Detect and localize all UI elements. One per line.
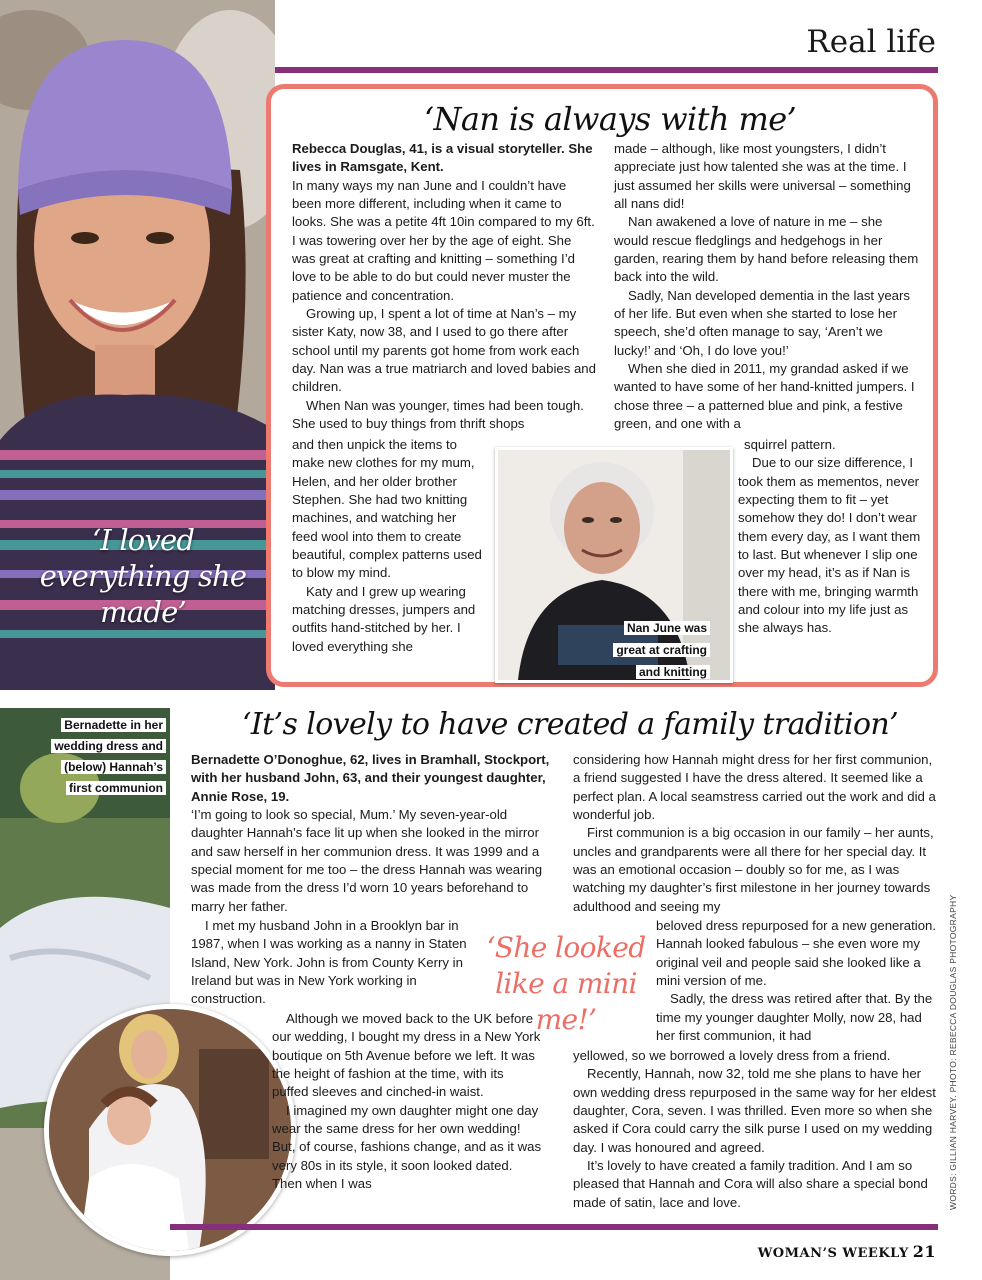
caption-line: and knitting: [636, 665, 710, 679]
story1-para: When she died in 2011, my grandad asked if we wanted to have some of her hand-knitted jumpers. I chose three – a patterned blue and pink, a festive green, and one with a: [614, 361, 915, 432]
caption-line: Nan June was: [624, 621, 710, 635]
page-footer: [758, 1242, 936, 1261]
caption-line: (below) Hannah’s: [61, 760, 166, 774]
story2-para: First communion is a big occasion in our family – her aunts, uncles and grandparents were all there for her special day. It was an emotional occasion – doubly so for me, as I was watching my daughter’s first milestone in her journey towards adulthood and seeing my: [573, 825, 934, 914]
caption-line: wedding dress and: [51, 739, 166, 753]
communion-photo: [44, 1004, 296, 1256]
story2-col2-wrap: [656, 917, 940, 1045]
story1-para: made – although, like most youngsters, I didn’t appreciate just how talented she was at the time. I just assumed her skills were universal – something all nans did!: [614, 141, 911, 212]
story2-para: Although we moved back to the UK before our wedding, I bought my dress in a New York boutique on 5th Avenue before we left. It was the height of fashion at the time, with its puffed sleeves and cinched-in waist.: [272, 1011, 541, 1100]
nan-photo-caption: [600, 619, 710, 681]
wedding-photo-caption: [40, 716, 166, 797]
story1-headline: ‘Nan is always with me’: [423, 100, 797, 138]
photo-credit: WORDS: GILLIAN HARVEY. PHOTO: REBECCA DOUGLAS PHOTOGRAPHY: [948, 894, 958, 1210]
story1-col2: [614, 140, 920, 434]
story2-para: yellowed, so we borrowed a lovely dress from a friend.: [573, 1048, 891, 1063]
communion-illustration: [49, 1009, 291, 1251]
story2-para: considering how Hannah might dress for her first communion, a friend suggested I have the dress altered. It seemed like a perfect plan. A local seamstress carried out the work and did a wonderful job.: [573, 752, 936, 823]
story2-para: Sadly, the dress was retired after that. By the time my younger daughter Molly, now 28, had her first communion, it had: [656, 991, 933, 1044]
story1-para: When Nan was younger, times had been tough. She used to buy things from thrift shops: [292, 397, 584, 432]
magazine-name: WOMAN’S WEEKLY: [757, 1246, 909, 1261]
story2-col1: [191, 751, 553, 916]
story1-col1-wrap: [292, 436, 482, 656]
pull-quote-1: ‘I loved everything she made’: [39, 523, 247, 629]
story1-para: In many ways my nan June and I couldn’t have been more different, including when it came to looks. She was a petite 4ft 10in compared to my 6ft. I was towering over her by the age of eight. She was great at crafting and knitting – something I’d love to be able to do but could never muster the patience and concentration.: [292, 177, 595, 303]
caption-line: Bernadette in her: [61, 718, 166, 732]
story1-para: and then unpick the items to make new clothes for my mum, Helen, and her older brother Stephen. She had two knitting machines, and watching her feed wool into them to create beautiful, complex patterns used to blow my mind.: [292, 437, 482, 581]
story2-headline: ‘It’s lovely to have created a family tradition’: [241, 707, 899, 742]
section-title: Real life: [806, 24, 936, 60]
story2-para: I met my husband John in a Brooklyn bar in 1987, when I was working as a nanny in Staten Island, New York. John is from County Kerry in Ireland but was in New York working in construction.: [191, 918, 467, 1007]
story1-para: Sadly, Nan developed dementia in the last years of her life. But even when she started to lose her speech, she’d often manage to say, ‘Aren’t we lucky!’ and ‘Oh, I do love you!’: [614, 287, 910, 358]
story1-para: Nan awakened a love of nature in me – she would rescue fledglings and hedgehogs in her garden, rearing them by hand before releasing them back into the wild.: [614, 214, 919, 285]
story2-col2: [573, 751, 939, 916]
story2-col2-wrap2: [573, 1047, 939, 1212]
story1-para: squirrel pattern.: [744, 437, 836, 452]
story1-para: Due to our size difference, I took them as mementos, never expecting them to fit – yet somehow they do! I don’t wear them every day, as I want them to last. But whenever I slip one over my head, it’s as if Nan is there with me, bringing warmth and colour into my life just as she always has.: [738, 455, 921, 636]
story2-intro: Bernadette O’Donoghue, 62, lives in Bramhall, Stockport, with her husband John, 63, and their youngest daughter, Annie Rose, 19.: [191, 752, 550, 804]
story2-para: Recently, Hannah, now 32, told me she plans to have her own wedding dress repurposed in the same way for her eldest daughter, Cora, seven. I was thrilled. Even more so when she asked if Cora could carry the silk purse I used on my wedding day. I was honoured and agreed.: [573, 1066, 936, 1155]
story2-para: beloved dress repurposed for a new generation. Hannah looked fabulous – she even wore my original veil and people said she looked like a mini version of me.: [656, 918, 937, 989]
page-number: 21: [912, 1242, 936, 1261]
caption-line: great at crafting: [613, 643, 710, 657]
story1-col1: [292, 140, 598, 434]
story1-para: Growing up, I spent a lot of time at Nan’s – my sister Katy, now 38, and I used to go there after school until my parents got home from work each day. Nan was a true matriarch and loved babies and children.: [292, 306, 596, 395]
caption-line: first communion: [66, 781, 166, 795]
story2-para: ‘I’m going to look so special, Mum.’ My seven-year-old daughter Hannah’s face lit up when she looked in the mirror and saw herself in her communion dress. It was 1999 and a special moment for me too – the dress Hannah was wearing was made from the dress I’d worn 10 years beforehand to marry her father.: [191, 807, 543, 914]
pull-quote-2: ‘She looked like a mini me!’: [486, 931, 646, 1036]
story2-col1-wrap: [191, 917, 481, 1009]
story2-para: I imagined my own daughter might one day wear the same dress for her own wedding! But, of course, fashions change, and as it was very 80s in its style, it soon looked dated. Then when I was: [272, 1102, 542, 1192]
story1-intro: Rebecca Douglas, 41, is a visual storyteller. She lives in Ramsgate, Kent.: [292, 141, 593, 175]
story1-para: Katy and I grew up wearing matching dresses, jumpers and outfits hand-stitched by her. I loved everything she: [292, 583, 476, 654]
bottom-rule: [170, 1224, 938, 1230]
story1-col2-wrap: [738, 436, 922, 638]
story2-para: It’s lovely to have created a family tradition. And I am so pleased that Hannah and Cora will also share a special bond made of satin, lace and love.: [573, 1158, 928, 1210]
